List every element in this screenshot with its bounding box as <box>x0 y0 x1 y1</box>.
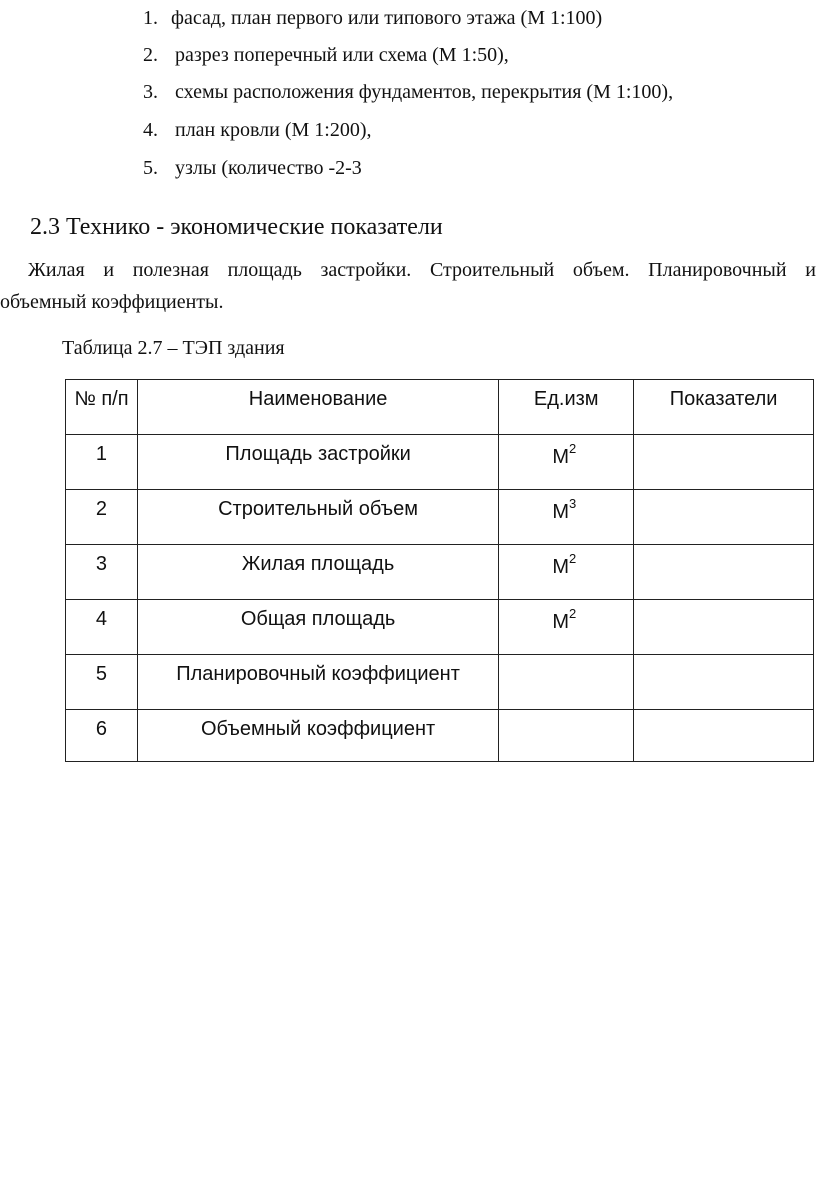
unit-base: М <box>552 555 569 578</box>
row-value <box>634 710 814 762</box>
row-name: Строительный объем <box>137 490 498 545</box>
paragraph-line-1 <box>28 258 816 282</box>
header-value: Показатели <box>634 380 814 435</box>
list-item-number: 5. <box>143 157 158 179</box>
table-row <box>66 655 814 710</box>
unit-base: М <box>552 610 569 633</box>
row-number: 2 <box>66 490 138 545</box>
unit-exponent: 2 <box>568 441 577 456</box>
row-unit <box>499 545 634 600</box>
paragraph-word: и <box>805 259 816 281</box>
row-number: 6 <box>66 710 138 762</box>
row-unit <box>499 435 634 490</box>
row-value <box>634 435 814 490</box>
row-name: Жилая площадь <box>137 545 498 600</box>
table-row <box>66 490 814 545</box>
paragraph-word: полезная <box>132 259 209 281</box>
row-number: 1 <box>66 435 138 490</box>
list-item-number: 3. <box>143 81 158 103</box>
row-unit <box>499 600 634 655</box>
list-item <box>143 6 602 30</box>
unit-exponent: 2 <box>568 551 577 566</box>
tep-table <box>65 379 814 762</box>
paragraph-line-2: объемный коэффициенты. <box>0 291 224 313</box>
list-item <box>143 80 673 104</box>
list-item-text: схемы расположения фундаментов, перекрытия (М 1:100), <box>175 81 674 103</box>
row-number: 5 <box>66 655 138 710</box>
section-heading: 2.3 Технико - экономические показатели <box>30 214 443 240</box>
table-row <box>66 710 814 762</box>
row-value <box>634 545 814 600</box>
header-name: Наименование <box>137 380 498 435</box>
row-value <box>634 490 814 545</box>
row-number: 4 <box>66 600 138 655</box>
paragraph-word: Жилая <box>28 259 85 281</box>
row-value <box>634 655 814 710</box>
list-item-text: фасад, план первого или типового этажа (М 1:100) <box>171 7 603 29</box>
list-item-number: 4. <box>143 119 158 141</box>
row-unit <box>499 710 634 762</box>
paragraph-word: и <box>103 259 115 281</box>
list-item-number: 1. <box>143 7 158 29</box>
row-number: 3 <box>66 545 138 600</box>
list-item-text: разрез поперечный или схема (М 1:50), <box>175 44 509 66</box>
table-row <box>66 600 814 655</box>
paragraph-word: Строительный <box>429 259 555 281</box>
table-caption: Таблица 2.7 – ТЭП здания <box>62 337 285 359</box>
header-unit: Ед.изм <box>499 380 634 435</box>
paragraph-word: застройки. <box>320 259 412 281</box>
unit-base: М <box>552 500 569 523</box>
row-unit <box>499 655 634 710</box>
row-name: Планировочный коэффициент <box>137 655 498 710</box>
header-number: № п/п <box>66 380 138 435</box>
list-item-text: узлы (количество -2-3 <box>175 157 362 179</box>
list-item-text: план кровли (М 1:200), <box>175 119 372 141</box>
table-header-row <box>66 380 814 435</box>
table-row <box>66 435 814 490</box>
row-name: Объемный коэффициент <box>137 710 498 762</box>
list-item-number: 2. <box>143 44 158 66</box>
unit-exponent: 2 <box>568 606 577 621</box>
paragraph-word: объем. <box>572 259 630 281</box>
paragraph-word: Планировочный <box>648 259 787 281</box>
row-value <box>634 600 814 655</box>
row-name: Площадь застройки <box>137 435 498 490</box>
list-item <box>143 43 509 67</box>
row-unit <box>499 490 634 545</box>
unit-exponent: 3 <box>568 496 577 511</box>
paragraph-word: площадь <box>227 259 302 281</box>
list-item <box>143 118 372 142</box>
unit-base: М <box>552 445 569 468</box>
list-item <box>143 156 362 180</box>
table-row <box>66 545 814 600</box>
row-name: Общая площадь <box>137 600 498 655</box>
